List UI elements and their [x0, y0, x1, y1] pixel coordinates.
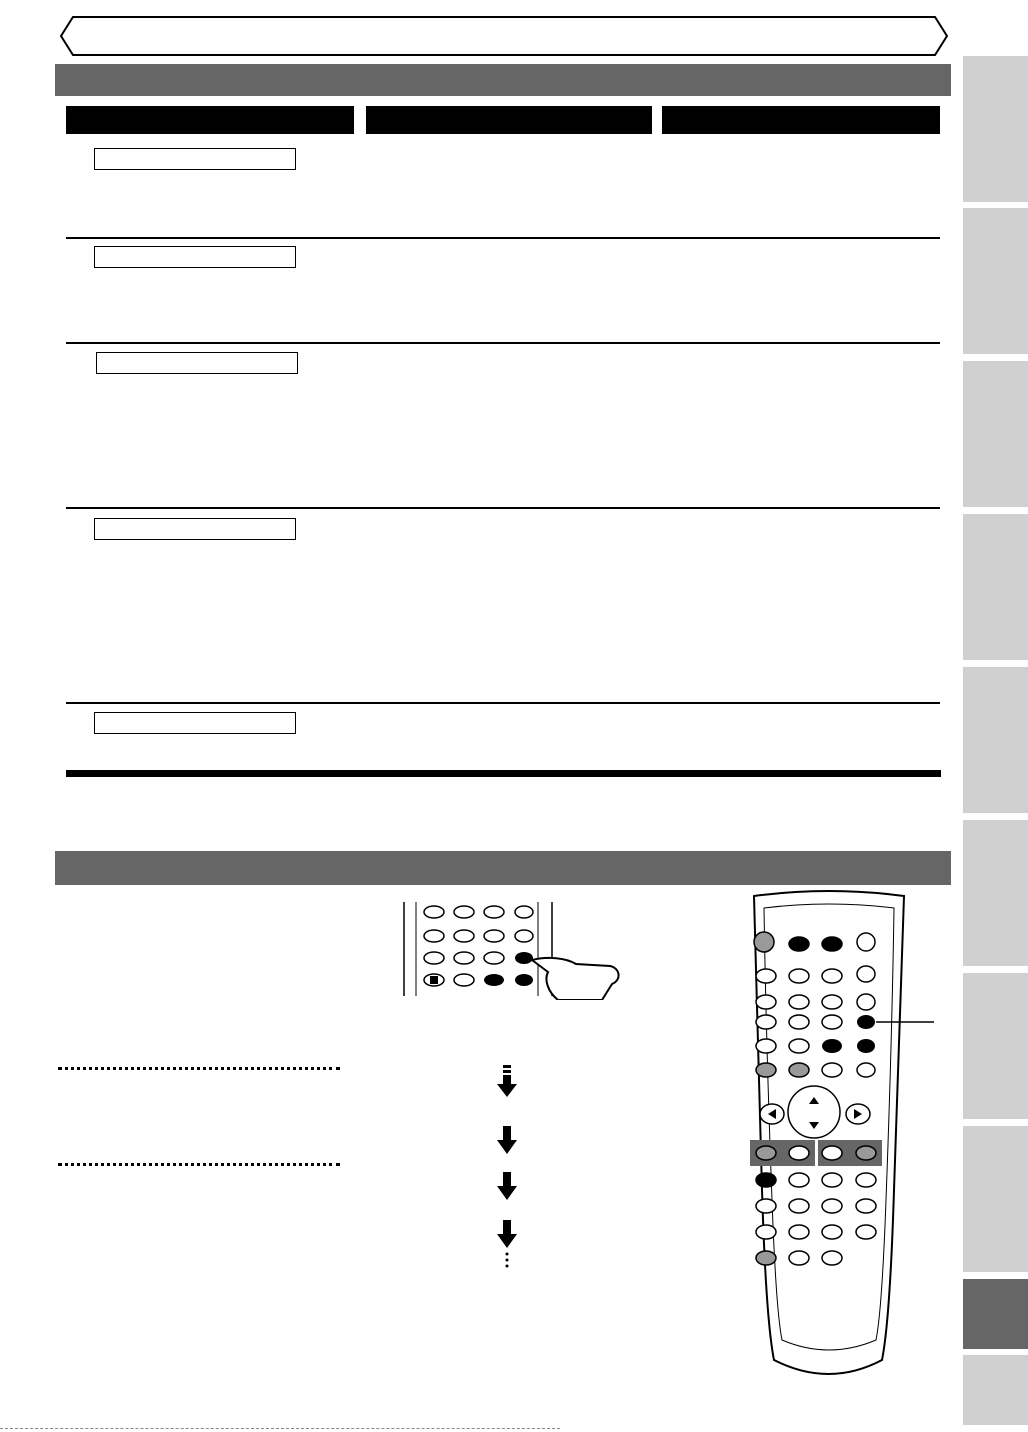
side-tab[interactable]	[963, 56, 1028, 202]
column-header-3	[662, 106, 940, 134]
side-tab[interactable]	[963, 514, 1028, 660]
down-arrow-icon	[496, 1170, 518, 1204]
side-tab[interactable]	[963, 1355, 1028, 1425]
crop-mark	[0, 1428, 560, 1430]
side-tab[interactable]	[963, 361, 1028, 507]
section-heading-text	[55, 71, 69, 88]
dotted-separator	[58, 1067, 340, 1070]
side-tab-active[interactable]	[963, 1279, 1028, 1349]
column-header-2	[366, 106, 652, 134]
section-heading-bar	[55, 64, 951, 96]
title-banner-text	[80, 26, 920, 46]
row-divider	[66, 237, 940, 239]
side-tab[interactable]	[963, 667, 1028, 813]
row-divider	[66, 507, 940, 509]
remote-closeup-illustration	[398, 896, 628, 1000]
row-divider	[66, 702, 940, 704]
row-label-box	[96, 352, 298, 374]
side-tab[interactable]	[963, 820, 1028, 966]
column-header-1	[66, 106, 354, 134]
dotted-separator	[58, 1163, 340, 1166]
row-label-box	[94, 518, 296, 540]
down-arrow-icon	[496, 1124, 518, 1158]
down-arrow-icon	[496, 1065, 518, 1099]
row-label-box	[94, 148, 296, 170]
row-label-box	[94, 712, 296, 734]
side-tab[interactable]	[963, 208, 1028, 354]
row-divider	[66, 342, 940, 344]
remote-control-icon	[724, 890, 934, 1390]
section-heading-text	[55, 859, 69, 876]
row-label-box	[94, 246, 296, 268]
side-tab[interactable]	[963, 973, 1028, 1119]
side-tab[interactable]	[963, 1126, 1028, 1272]
section-heading-bar	[55, 851, 951, 885]
table-bottom-rule	[66, 770, 941, 777]
down-arrow-icon	[496, 1218, 518, 1270]
